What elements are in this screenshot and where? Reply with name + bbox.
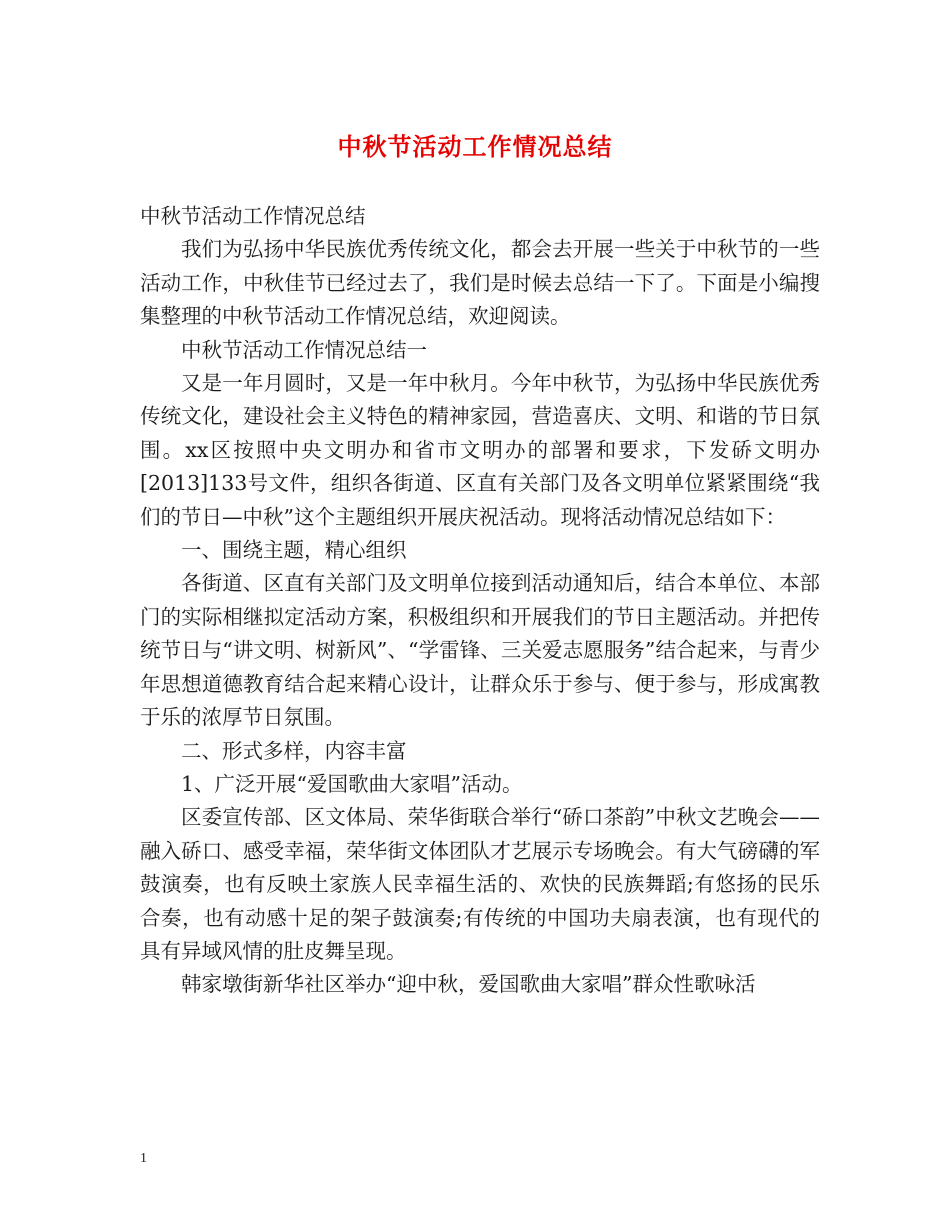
sub-heading: 1、广泛开展“爱国歌曲大家唱”活动。 (181, 771, 523, 796)
section-heading: 二、形式多样，内容丰富 (181, 738, 407, 763)
page-number: 1 (140, 1151, 147, 1166)
section-heading: 中秋节活动工作情况总结一 (181, 337, 427, 362)
body-paragraph: 韩家墩街新华社区举办“迎中秋，爱国歌曲大家唱”群众性歌咏活 (181, 972, 756, 997)
document-body (140, 200, 820, 1002)
section-heading: 一、围绕主题，精心组织 (181, 538, 407, 563)
body-paragraph: 又是一年月圆时，又是一年中秋月。今年中秋节，为弘扬中华民族优秀传统文化，建设社会主义特色的精神家园，营造喜庆、文明、和谐的节日氛围。xx区按照中央文明办和省市文明办的部署和要求，下发硚文明办[2013]133号文件，组织各街道、区直有关部门及各文明单位紧紧围绕“我们的节日—中秋”这个主题组织开展庆祝活动。现将活动情况总结如下： (140, 371, 820, 529)
document-title: 中秋节活动工作情况总结 (337, 132, 613, 161)
body-paragraph: 各街道、区直有关部门及文明单位接到活动通知后，结合本单位、本部门的实际相继拟定活动方案，积极组织和开展我们的节日主题活动。并把传统节日与“讲文明、树新风”、“学雷锋、三关爱志愿服务”结合起来，与青少年思想道德教育结合起来精心设计，让群众乐于参与、便于参与，形成寓教于乐的浓厚节日氛围。 (140, 571, 820, 730)
intro-paragraph: 我们为弘扬中华民族优秀传统文化，都会去开展一些关于中秋节的一些活动工作，中秋佳节已经过去了，我们是时候去总结一下了。下面是小编搜集整理的中秋节活动工作情况总结，欢迎阅读。 (140, 237, 820, 329)
body-paragraph: 区委宣传部、区文体局、荣华街联合举行“硚口茶韵”中秋文艺晚会——融入硚口、感受幸福，荣华街文体团队才艺展示专场晚会。有大气磅礴的军鼓演奏，也有反映土家族人民幸福生活的、欢快的民族舞蹈;有悠扬的民乐合奏，也有动感十足的架子鼓演奏;有传统的中国功夫扇表演，也有现代的具有异域风情的肚皮舞呈现。 (140, 805, 820, 963)
subtitle-paragraph: 中秋节活动工作情况总结 (140, 204, 366, 228)
